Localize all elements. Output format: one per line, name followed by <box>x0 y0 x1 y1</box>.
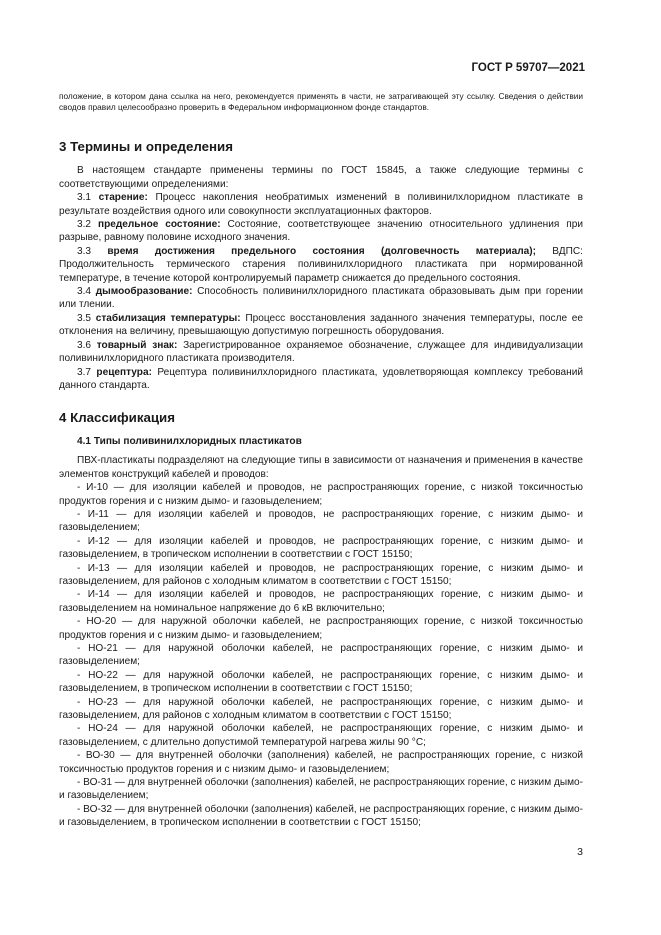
type-list <box>59 481 583 830</box>
term-name: товарный знак: <box>96 339 178 351</box>
term-name: старение: <box>98 192 148 204</box>
term-definition <box>59 366 583 393</box>
term-number: 3.6 <box>77 339 97 351</box>
page-content <box>59 91 583 830</box>
term-definition <box>59 285 583 312</box>
list-item: - ВО-32 — для внутренней оболочки (заполнения) кабелей, не распространяющих горение, с низким дымо- и газовыделением, в тропическом исполнении в соответствии с ГОСТ 15150; <box>59 803 583 829</box>
term-text: Процесс восстановления заданного значения температуры, после ее отклонения на величину, превышающую допустимую погрешность оборудования. <box>59 312 583 338</box>
intro-note: положение, в котором дана ссылка на него, рекомендуется применять в части, не затрагивающей эту ссылку. Сведения о действии сводов правил целесообразно проверить в Федеральном информационном фонде стандартов. <box>59 91 583 113</box>
term-number: 3.7 <box>77 366 97 378</box>
term-number: 3.2 <box>77 219 98 231</box>
term-text: ВДПС: Продолжительность термического старения поливинилхлоридного пластиката при нормированной температуре, в течение которой контролируемый параметр снижается до предельного состояния. <box>59 245 583 284</box>
list-item: - И-12 — для изоляции кабелей и проводов, не распространяющих горение, с низким дымо- и газовыделением, в тропическом исполнении в соответствии с ГОСТ 15150; <box>59 535 583 561</box>
list-item: - И-11 — для изоляции кабелей и проводов, не распространяющих горение, с низким дымо- и газовыделением; <box>59 508 583 534</box>
list-item: - И-10 — для изоляции кабелей и проводов, не распространяющих горение, с низкой токсичностью продуктов горения и с низким дымо- и газовыделением; <box>59 482 583 507</box>
page-number: 3 <box>577 846 583 858</box>
term-number: 3.4 <box>77 286 96 298</box>
list-item: - НО-20 — для наружной оболочки кабелей, не распространяющих горение, с низкой токсичностью продуктов горения и с низким дымо- и газовыделением; <box>59 616 583 641</box>
section4-title: 4 Классификация <box>59 410 175 426</box>
term-number: 3.3 <box>77 245 108 257</box>
term-text: Зарегистрированное охраняемое обозначение, служащее для индивидуализации поливинилхлоридного пластиката производителя. <box>59 339 583 365</box>
term-name: время достижения предельного состояния (долговечность материала); <box>107 245 536 257</box>
term-number: 3.5 <box>77 312 96 324</box>
term-name: стабилизация температуры: <box>95 312 241 324</box>
list-item: - ВО-31 — для внутренней оболочки (заполнения) кабелей, не распространяющих горение, с низким дымо- и газовыделением; <box>59 777 583 802</box>
list-item: - НО-21 — для наружной оболочки кабелей, не распространяющих горение, с низким дымо- и газовыделением; <box>59 643 583 668</box>
term-name: предельное состояние: <box>97 219 221 231</box>
section3-title: 3 Термины и определения <box>59 139 233 155</box>
term-name: рецептура: <box>96 366 152 378</box>
list-item: - ВО-30 — для внутренней оболочки (заполнения) кабелей, не распространяющих горение, с низкой токсичностью продуктов горения и с низким дымо- и газовыделением; <box>59 750 583 775</box>
section3-intro: В настоящем стандарте применены термины по ГОСТ 15845, а также следующие термины с соответствующими определениями: <box>59 165 583 190</box>
section4-intro: ПВХ-пластикаты подразделяют на следующие типы в зависимости от назначения и применения в качестве элементов конструкций кабелей и проводов: <box>59 455 583 480</box>
section4-subtitle: 4.1 Типы поливинилхлоридных пластикатов <box>77 436 302 448</box>
term-definition <box>59 191 583 218</box>
term-definition <box>59 312 583 339</box>
term-definition <box>59 339 583 366</box>
term-text: Состояние, соответствующее значению относительного удлинения при разрыве, равному половине исходного значения. <box>59 219 584 244</box>
list-item: - И-13 — для изоляции кабелей и проводов, не распространяющих горение, с низким дымо- и газовыделением, для районов с холодным климатом в соответствии с ГОСТ 15150; <box>59 562 583 587</box>
term-number: 3.1 <box>77 192 99 204</box>
term-text: Рецептура поливинилхлоридного пластиката, удовлетворяющая комплексу требований данного стандарта. <box>59 366 583 391</box>
document-header: ГОСТ Р 59707—2021 <box>471 62 585 74</box>
term-definition <box>59 218 583 245</box>
term-text: Процесс накопления необратимых изменений в поливинилхлоридном пластикате в результате воздействия одного или совокупности эксплуатационных факторов. <box>59 192 584 217</box>
list-item: - И-14 — для изоляции кабелей и проводов, не распространяющих горение, с низким дымо- и газовыделением на номинальное напряжение до 6 кВ включительно; <box>59 589 583 614</box>
list-item: - НО-23 — для наружной оболочки кабелей, не распространяющих горение, с низким дымо- и газовыделением, для районов с холодным климатом в соответствии с ГОСТ 15150; <box>59 696 583 722</box>
terms-list <box>59 191 583 392</box>
list-item: - НО-24 — для наружной оболочки кабелей, не распространяющих горение, с низким дымо- и газовыделением, с длительно допустимой температурой нагрева жилы 90 °С; <box>59 723 583 748</box>
term-text: Способность поливинилхлоридного пластиката образовывать дым при горении или тлении. <box>59 286 583 311</box>
term-definition <box>59 245 583 285</box>
list-item: - НО-22 — для наружной оболочки кабелей, не распространяющих горение, с низким дымо- и газовыделением, в тропическом исполнении в соответствии с ГОСТ 15150; <box>59 669 583 695</box>
term-name: дымообразование: <box>95 286 193 298</box>
